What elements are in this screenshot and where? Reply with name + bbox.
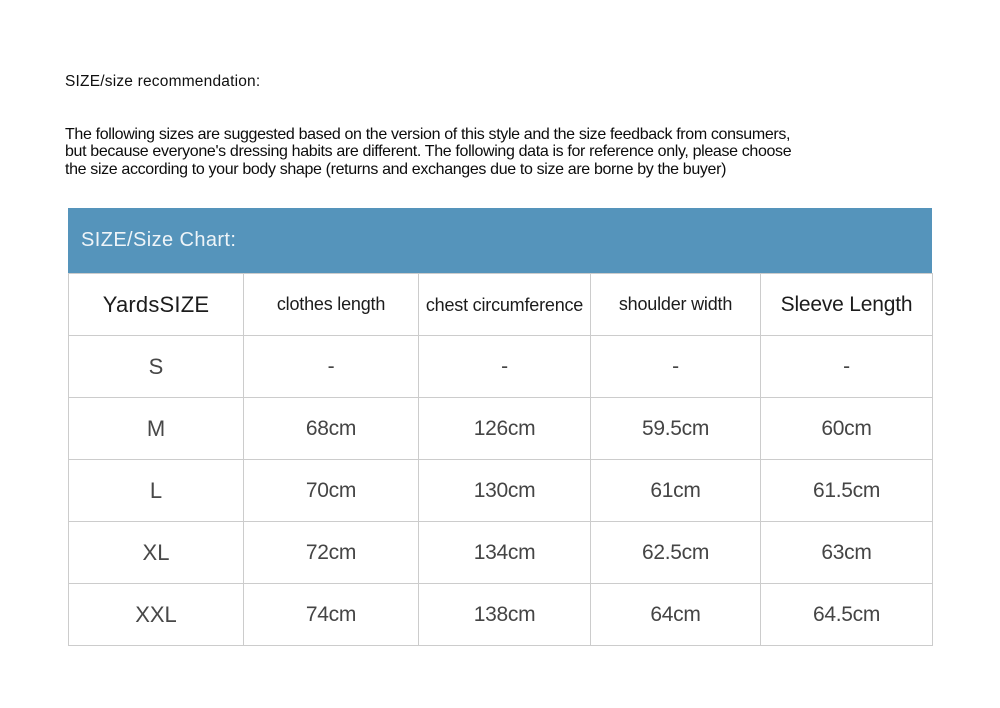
- table-row-xl: [69, 522, 933, 584]
- size-recommendation-line-3: the size according to your body shape (returns and exchanges due to size are borne by the buyer): [65, 160, 727, 178]
- cell-size-xl: XL: [69, 522, 244, 584]
- column-header-shoulder-width: shoulder width: [591, 274, 761, 336]
- table-row-s: [69, 336, 933, 398]
- cell-l-sleeve-length: 61.5cm: [761, 460, 933, 522]
- cell-l-chest-circumference: 130cm: [419, 460, 591, 522]
- size-chart-table: [68, 273, 933, 646]
- cell-m-chest-circumference: 126cm: [419, 398, 591, 460]
- cell-size-l: L: [69, 460, 244, 522]
- cell-xxl-chest-circumference: 138cm: [419, 584, 591, 646]
- cell-xl-clothes-length: 72cm: [244, 522, 419, 584]
- cell-xxl-sleeve-length: 64.5cm: [761, 584, 933, 646]
- cell-l-clothes-length: 70cm: [244, 460, 419, 522]
- cell-s-shoulder-width: -: [591, 336, 761, 398]
- size-chart-header-label: SIZE/Size Chart:: [81, 229, 237, 252]
- size-recommendation-line-1: The following sizes are suggested based on the version of this style and the size feedback from consumers,: [65, 126, 791, 143]
- column-header-size: YardsSIZE: [69, 274, 244, 336]
- cell-xl-sleeve-length: 63cm: [761, 522, 933, 584]
- cell-xl-chest-circumference: 134cm: [419, 522, 591, 584]
- cell-s-clothes-length: -: [244, 336, 419, 398]
- cell-m-sleeve-length: 60cm: [761, 398, 933, 460]
- size-recommendation-line-2: but because everyone's dressing habits are different. The following data is for reference only, please choose: [65, 143, 792, 161]
- table-row-l: [69, 460, 933, 522]
- size-chart-header-bar: [68, 208, 932, 273]
- size-recommendation-text: [65, 126, 1000, 178]
- cell-s-sleeve-length: -: [761, 336, 933, 398]
- column-header-sleeve-length: Sleeve Length: [761, 274, 933, 336]
- cell-m-shoulder-width: 59.5cm: [591, 398, 761, 460]
- column-header-clothes-length: clothes length: [244, 274, 419, 336]
- cell-size-s: S: [69, 336, 244, 398]
- cell-size-xxl: XXL: [69, 584, 244, 646]
- size-chart-header-row: [69, 274, 933, 336]
- cell-m-clothes-length: 68cm: [244, 398, 419, 460]
- cell-xxl-shoulder-width: 64cm: [591, 584, 761, 646]
- table-row-m: [69, 398, 933, 460]
- cell-xxl-clothes-length: 74cm: [244, 584, 419, 646]
- table-row-xxl: [69, 584, 933, 646]
- cell-s-chest-circumference: -: [419, 336, 591, 398]
- cell-size-m: M: [69, 398, 244, 460]
- column-header-chest-circumference: chest circumference: [419, 274, 591, 336]
- cell-xl-shoulder-width: 62.5cm: [591, 522, 761, 584]
- cell-l-shoulder-width: 61cm: [591, 460, 761, 522]
- size-recommendation-title: SIZE/size recommendation:: [65, 73, 261, 90]
